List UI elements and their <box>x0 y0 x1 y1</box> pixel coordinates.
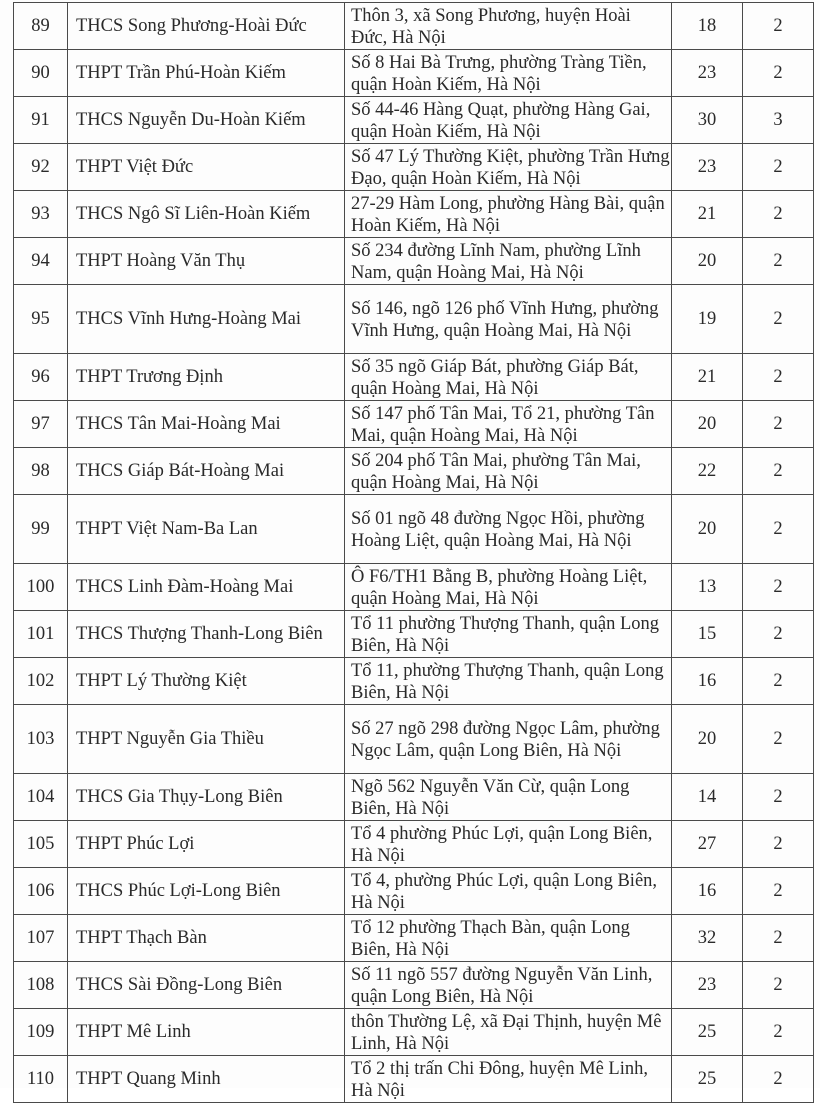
school-list-table <box>13 2 814 1103</box>
school-address: Ngõ 562 Nguyễn Văn Cừ, quận Long Biên, Hà Nội <box>345 774 672 821</box>
school-address: Tổ 12 phường Thạch Bàn, quận Long Biên, Hà Nội <box>345 915 672 962</box>
school-name: THCS Giáp Bát-Hoàng Mai <box>68 448 345 495</box>
count-value: 20 <box>672 495 743 564</box>
count-value: 32 <box>672 915 743 962</box>
row-number: 109 <box>14 1009 68 1056</box>
school-address: Tổ 4 phường Phúc Lợi, quận Long Biên, Hà Nội <box>345 821 672 868</box>
count-value-2: 2 <box>743 705 814 774</box>
table-row <box>14 611 814 658</box>
count-value: 22 <box>672 448 743 495</box>
school-name: THCS Gia Thụy-Long Biên <box>68 774 345 821</box>
count-value: 27 <box>672 821 743 868</box>
count-value: 23 <box>672 962 743 1009</box>
count-value-2: 3 <box>743 97 814 144</box>
row-number: 105 <box>14 821 68 868</box>
row-number: 94 <box>14 238 68 285</box>
row-number: 91 <box>14 97 68 144</box>
row-number: 97 <box>14 401 68 448</box>
table-row <box>14 448 814 495</box>
count-value-2: 2 <box>743 658 814 705</box>
school-address: 27-29 Hàm Long, phường Hàng Bài, quận Hoàn Kiếm, Hà Nội <box>345 191 672 238</box>
school-address: Số 44-46 Hàng Quạt, phường Hàng Gai, quận Hoàn Kiếm, Hà Nội <box>345 97 672 144</box>
table-row <box>14 1009 814 1056</box>
school-address: Số 204 phố Tân Mai, phường Tân Mai, quận Hoàng Mai, Hà Nội <box>345 448 672 495</box>
count-value: 21 <box>672 191 743 238</box>
school-address: Số 8 Hai Bà Trưng, phường Tràng Tiền, quận Hoàn Kiếm, Hà Nội <box>345 50 672 97</box>
table-row <box>14 50 814 97</box>
school-address: Số 27 ngõ 298 đường Ngọc Lâm, phường Ngọc Lâm, quận Long Biên, Hà Nội <box>345 705 672 774</box>
row-number: 104 <box>14 774 68 821</box>
count-value: 16 <box>672 868 743 915</box>
table-row <box>14 774 814 821</box>
count-value: 14 <box>672 774 743 821</box>
count-value-2: 2 <box>743 50 814 97</box>
table-row <box>14 97 814 144</box>
count-value-2: 2 <box>743 868 814 915</box>
row-number: 103 <box>14 705 68 774</box>
table-row <box>14 238 814 285</box>
count-value-2: 2 <box>743 821 814 868</box>
school-name: THCS Sài Đồng-Long Biên <box>68 962 345 1009</box>
school-name: THCS Song Phương-Hoài Đức <box>68 3 345 50</box>
row-number: 102 <box>14 658 68 705</box>
school-name: THPT Phúc Lợi <box>68 821 345 868</box>
count-value: 25 <box>672 1009 743 1056</box>
school-name: THPT Mê Linh <box>68 1009 345 1056</box>
school-address: Ô F6/TH1 Bằng B, phường Hoàng Liệt, quận Hoàng Mai, Hà Nội <box>345 564 672 611</box>
school-name: THCS Tân Mai-Hoàng Mai <box>68 401 345 448</box>
school-address: Số 47 Lý Thường Kiệt, phường Trần Hưng Đạo, quận Hoàn Kiếm, Hà Nội <box>345 144 672 191</box>
count-value: 20 <box>672 401 743 448</box>
school-name: THCS Nguyễn Du-Hoàn Kiếm <box>68 97 345 144</box>
school-address: Số 01 ngõ 48 đường Ngọc Hồi, phường Hoàng Liệt, quận Hoàng Mai, Hà Nội <box>345 495 672 564</box>
count-value-2: 2 <box>743 1009 814 1056</box>
school-address: Số 11 ngõ 557 đường Nguyễn Văn Linh, quận Long Biên, Hà Nội <box>345 962 672 1009</box>
count-value-2: 2 <box>743 238 814 285</box>
table-row <box>14 705 814 774</box>
count-value: 23 <box>672 144 743 191</box>
table-row <box>14 354 814 401</box>
count-value: 19 <box>672 285 743 354</box>
school-name: THPT Trần Phú-Hoàn Kiếm <box>68 50 345 97</box>
table-row <box>14 1056 814 1103</box>
table-row <box>14 144 814 191</box>
school-name: THCS Ngô Sĩ Liên-Hoàn Kiếm <box>68 191 345 238</box>
school-address: Tổ 4, phường Phúc Lợi, quận Long Biên, Hà Nội <box>345 868 672 915</box>
school-address: Tổ 11, phường Thượng Thanh, quận Long Biên, Hà Nội <box>345 658 672 705</box>
table-row <box>14 3 814 50</box>
row-number: 99 <box>14 495 68 564</box>
school-name: THCS Phúc Lợi-Long Biên <box>68 868 345 915</box>
count-value-2: 2 <box>743 448 814 495</box>
school-address: Tổ 2 thị trấn Chi Đông, huyện Mê Linh, Hà Nội <box>345 1056 672 1103</box>
table-row <box>14 658 814 705</box>
table-row <box>14 962 814 1009</box>
count-value-2: 2 <box>743 1056 814 1103</box>
school-name: THPT Trương Định <box>68 354 345 401</box>
row-number: 100 <box>14 564 68 611</box>
row-number: 108 <box>14 962 68 1009</box>
row-number: 89 <box>14 3 68 50</box>
count-value-2: 2 <box>743 144 814 191</box>
table-row <box>14 564 814 611</box>
count-value-2: 2 <box>743 401 814 448</box>
row-number: 92 <box>14 144 68 191</box>
count-value: 20 <box>672 238 743 285</box>
school-address: Số 147 phố Tân Mai, Tổ 21, phường Tân Mai, quận Hoàng Mai, Hà Nội <box>345 401 672 448</box>
school-address: Tổ 11 phường Thượng Thanh, quận Long Biên, Hà Nội <box>345 611 672 658</box>
table-row <box>14 821 814 868</box>
table-row <box>14 495 814 564</box>
count-value-2: 2 <box>743 962 814 1009</box>
row-number: 90 <box>14 50 68 97</box>
school-address: Số 146, ngõ 126 phố Vĩnh Hưng, phường Vĩnh Hưng, quận Hoàng Mai, Hà Nội <box>345 285 672 354</box>
count-value-2: 2 <box>743 915 814 962</box>
school-name: THPT Quang Minh <box>68 1056 345 1103</box>
row-number: 98 <box>14 448 68 495</box>
count-value: 18 <box>672 3 743 50</box>
table-row <box>14 401 814 448</box>
count-value-2: 2 <box>743 495 814 564</box>
count-value-2: 2 <box>743 774 814 821</box>
count-value: 23 <box>672 50 743 97</box>
row-number: 106 <box>14 868 68 915</box>
row-number: 93 <box>14 191 68 238</box>
school-name: THPT Hoàng Văn Thụ <box>68 238 345 285</box>
count-value: 15 <box>672 611 743 658</box>
school-name: THPT Lý Thường Kiệt <box>68 658 345 705</box>
school-address: Thôn 3, xã Song Phương, huyện Hoài Đức, Hà Nội <box>345 3 672 50</box>
school-name: THPT Nguyễn Gia Thiều <box>68 705 345 774</box>
table-row <box>14 191 814 238</box>
table-row <box>14 285 814 354</box>
count-value-2: 2 <box>743 285 814 354</box>
count-value: 13 <box>672 564 743 611</box>
count-value-2: 2 <box>743 3 814 50</box>
count-value: 16 <box>672 658 743 705</box>
count-value-2: 2 <box>743 191 814 238</box>
count-value-2: 2 <box>743 611 814 658</box>
row-number: 95 <box>14 285 68 354</box>
school-name: THPT Việt Nam-Ba Lan <box>68 495 345 564</box>
row-number: 96 <box>14 354 68 401</box>
table-row <box>14 915 814 962</box>
count-value: 20 <box>672 705 743 774</box>
table-row <box>14 868 814 915</box>
school-name: THCS Thượng Thanh-Long Biên <box>68 611 345 658</box>
row-number: 101 <box>14 611 68 658</box>
school-name: THCS Linh Đàm-Hoàng Mai <box>68 564 345 611</box>
school-address: Số 234 đường Lĩnh Nam, phường Lĩnh Nam, quận Hoàng Mai, Hà Nội <box>345 238 672 285</box>
count-value-2: 2 <box>743 564 814 611</box>
count-value: 30 <box>672 97 743 144</box>
count-value: 21 <box>672 354 743 401</box>
school-address: Số 35 ngõ Giáp Bát, phường Giáp Bát, quận Hoàng Mai, Hà Nội <box>345 354 672 401</box>
count-value-2: 2 <box>743 354 814 401</box>
school-name: THCS Vĩnh Hưng-Hoàng Mai <box>68 285 345 354</box>
row-number: 110 <box>14 1056 68 1103</box>
school-address: thôn Thường Lệ, xã Đại Thịnh, huyện Mê Linh, Hà Nội <box>345 1009 672 1056</box>
school-name: THPT Thạch Bàn <box>68 915 345 962</box>
row-number: 107 <box>14 915 68 962</box>
count-value: 25 <box>672 1056 743 1103</box>
school-name: THPT Việt Đức <box>68 144 345 191</box>
